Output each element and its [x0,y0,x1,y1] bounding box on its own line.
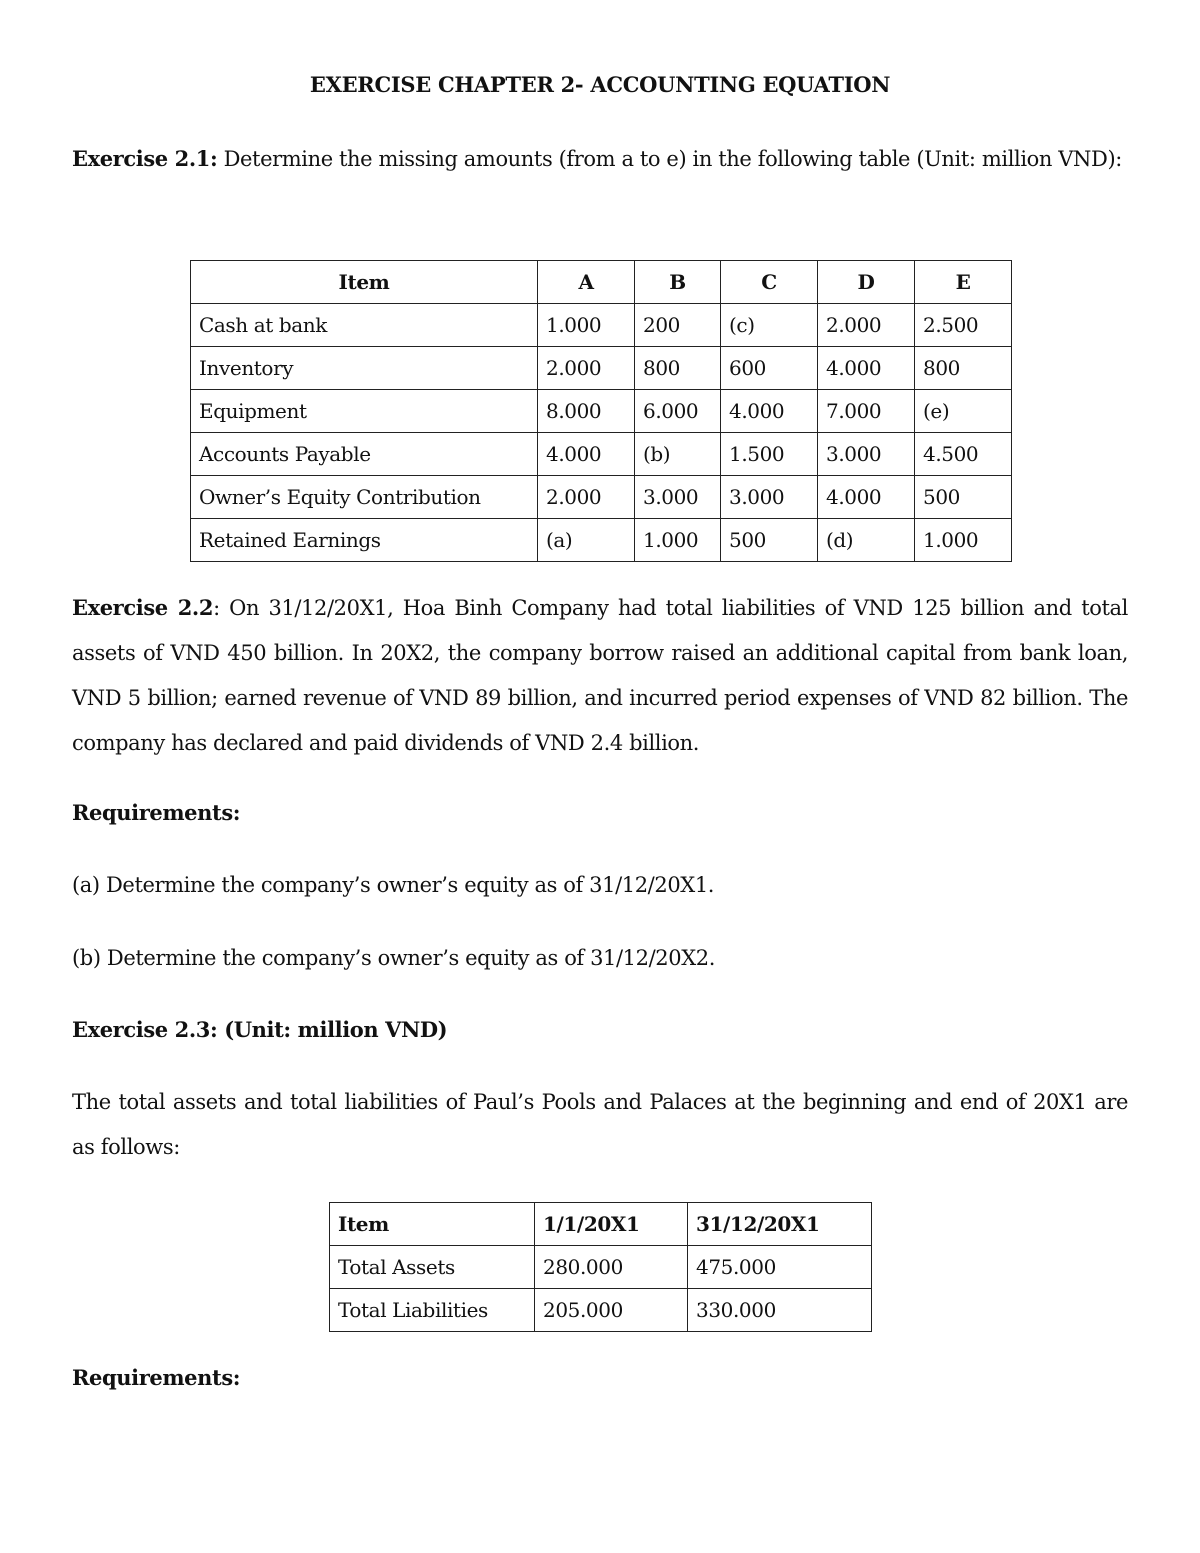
cell: (c) [721,304,818,347]
cell: 800 [915,347,1012,390]
table-row [191,433,1012,476]
table-row [191,390,1012,433]
cell: 2.000 [538,347,635,390]
cell: Cash at bank [191,304,538,347]
exercise-2-2-text: : On 31/12/20X1, Hoa Binh Company had total liabilities of VND 125 billion and total assets of VND 450 billion. In 20X2, the company borrow raised an additional capital from bank loan, VND 5 billion; earned revenue of VND 89 billion, and incurred period expenses of VND 82 billion. The company has declared and paid dividends of VND 2.4 billion. [72,596,1128,755]
cell: 7.000 [818,390,915,433]
table-row [191,476,1012,519]
cell: 8.000 [538,390,635,433]
exercise-2-1-text: Determine the missing amounts (from a to e) in the following table (Unit: million VND): [217,147,1122,171]
header-31-12-20x1: 31/12/20X1 [688,1203,872,1246]
cell: Equipment [191,390,538,433]
header-item: Item [330,1203,535,1246]
table-row [191,519,1012,562]
missing-amounts-table [190,260,1012,562]
header-e: E [915,261,1012,304]
exercise-2-1-intro [72,136,1128,182]
exercise-2-3-requirements-label: Requirements: [72,1365,241,1390]
cell: 280.000 [535,1246,688,1289]
cell: (b) [635,433,721,476]
cell: 1.000 [538,304,635,347]
table-row [330,1246,872,1289]
cell: 3.000 [818,433,915,476]
requirement-b: (b) Determine the company’s owner’s equity as of 31/12/20X2. [72,946,715,970]
cell: 4.500 [915,433,1012,476]
exercise-2-1-label: Exercise 2.1: [72,146,218,171]
requirement-a: (a) Determine the company’s owner’s equity as of 31/12/20X1. [72,873,715,897]
cell: 1.000 [635,519,721,562]
table-row [191,304,1012,347]
cell: (e) [915,390,1012,433]
exercise-2-2-label: Exercise 2.2 [72,595,214,620]
header-a: A [538,261,635,304]
assets-liabilities-table [329,1202,872,1332]
cell: Owner’s Equity Contribution [191,476,538,519]
cell: 4.000 [721,390,818,433]
table-row [330,1289,872,1332]
cell: 2.500 [915,304,1012,347]
cell: 500 [721,519,818,562]
cell: 3.000 [721,476,818,519]
exercise-2-2-text-block [72,585,1128,766]
table-header-row [191,261,1012,304]
cell: 6.000 [635,390,721,433]
cell: 1.000 [915,519,1012,562]
cell: Accounts Payable [191,433,538,476]
cell: 800 [635,347,721,390]
cell: 600 [721,347,818,390]
cell: 330.000 [688,1289,872,1332]
header-1-1-20x1: 1/1/20X1 [535,1203,688,1246]
cell: 475.000 [688,1246,872,1289]
cell: Total Liabilities [330,1289,535,1332]
cell: 2.000 [818,304,915,347]
cell: Retained Earnings [191,519,538,562]
exercise-2-2-requirements-label: Requirements: [72,800,241,825]
header-d: D [818,261,915,304]
cell: 2.000 [538,476,635,519]
cell: (d) [818,519,915,562]
header-c: C [721,261,818,304]
cell: 3.000 [635,476,721,519]
cell: 4.000 [538,433,635,476]
table-header-row [330,1203,872,1246]
cell: 4.000 [818,476,915,519]
cell: 200 [635,304,721,347]
header-b: B [635,261,721,304]
cell: 1.500 [721,433,818,476]
header-item: Item [191,261,538,304]
page-title: EXERCISE CHAPTER 2- ACCOUNTING EQUATION [309,72,891,97]
cell: 205.000 [535,1289,688,1332]
cell: 500 [915,476,1012,519]
exercise-2-3-text: The total assets and total liabilities of Paul’s Pools and Palaces at the beginning and end of 20X1 are as follows: [72,1090,1128,1159]
cell: 4.000 [818,347,915,390]
cell: Total Assets [330,1246,535,1289]
cell: Inventory [191,347,538,390]
exercise-2-3-label: Exercise 2.3: (Unit: million VND) [72,1017,448,1042]
cell: (a) [538,519,635,562]
table-row [191,347,1012,390]
